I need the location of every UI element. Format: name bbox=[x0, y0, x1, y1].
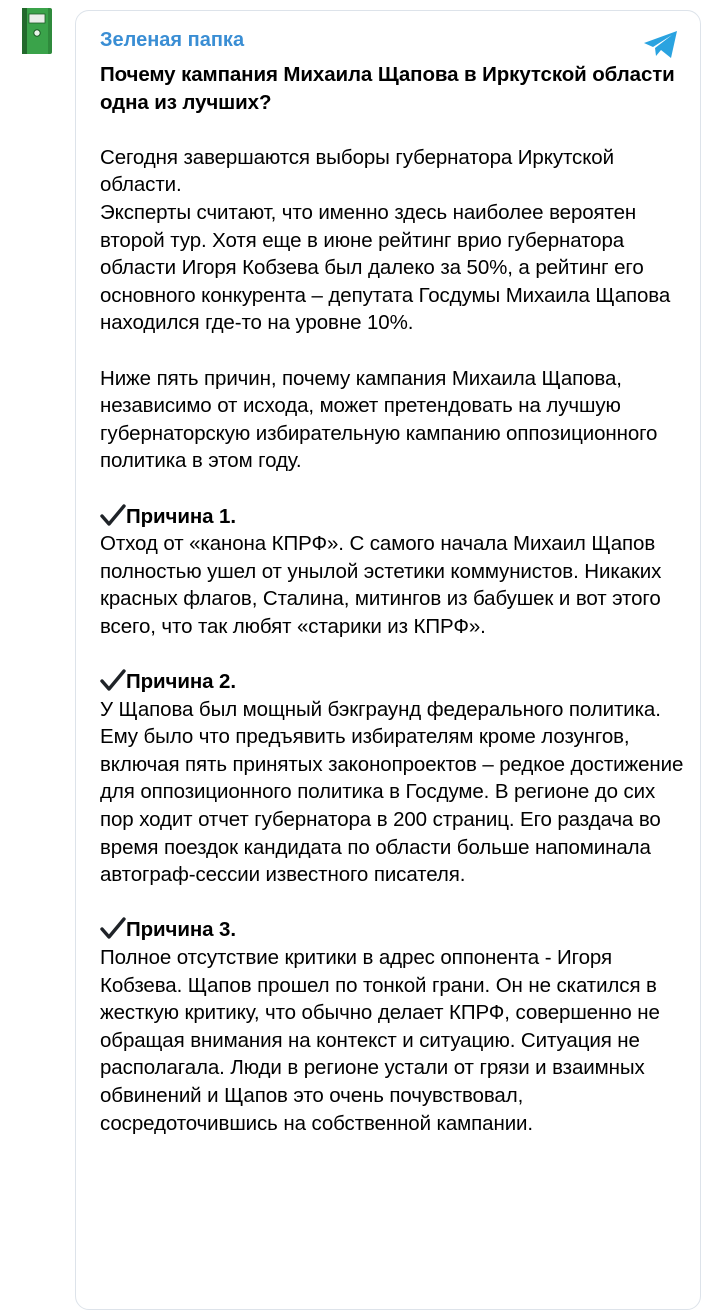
post-lead: Ниже пять причин, почему кампания Михаила Щапова, независимо от исхода, может претендовать на лучшую губернаторскую избирательную кампанию оппозиционного политика в этом году. bbox=[100, 366, 658, 473]
reason-1-heading: Причина 1. bbox=[126, 504, 236, 528]
reason-3-heading: Причина 3. bbox=[126, 918, 236, 942]
reason-3 bbox=[100, 916, 690, 1137]
intro-line-2: Эксперты считают, что именно здесь наиболее вероятен второй тур. Хотя еще в июне рейтинг врио губернатора области Игоря Кобзева был далеко за 50%, а рейтинг его основного конкурента – депутата Госдумы Михаила Щапова находился где-то на уровне 10%. bbox=[100, 200, 671, 335]
post-intro bbox=[100, 144, 690, 337]
check-mark-icon bbox=[100, 504, 126, 526]
message-card bbox=[75, 10, 701, 1310]
reason-3-heading-row bbox=[100, 916, 690, 944]
reason-1-text: Отход от «канона КПРФ». С самого начала Михаил Щапов полностью ушел от унылой эстетики коммунистов. Никаких красных флагов, Сталина, митингов из бабушек и вот этого всего, что так любят «старики из КПРФ». bbox=[100, 532, 662, 638]
post-title: Почему кампания Михаила Щапова в Иркутской области одна из лучших? bbox=[100, 63, 675, 114]
reason-1-heading-row bbox=[100, 503, 690, 531]
check-mark-icon bbox=[100, 917, 126, 939]
reason-1 bbox=[100, 503, 690, 641]
green-folder-icon[interactable] bbox=[18, 6, 56, 56]
reason-2-heading: Причина 2. bbox=[126, 670, 236, 694]
reason-2-text: У Щапова был мощный бэкграунд федерального политика. Ему было что предъявить избирателям кроме лозунгов, включая пять принятых законопроектов – редкое достижение для оппозиционного политика в Госдуме. В регионе до сих пор ходит отчет губернатора в 200 страниц. Его раздача во время поездок кандидата по области больше напоминала автограф-сессии известного писателя. bbox=[100, 697, 684, 887]
post-body bbox=[100, 61, 690, 1165]
reason-2-heading-row bbox=[100, 668, 690, 696]
telegram-plane-icon[interactable] bbox=[642, 29, 680, 61]
check-mark-icon bbox=[100, 669, 126, 691]
reason-3-text: Полное отсутствие критики в адрес оппонента - Игоря Кобзева. Щапов прошел по тонкой грани. Он не скатился в жесткую критику, что обычно делает КПРФ, совершенно не обращая внимания на контекст и ситуацию. Ситуация не располагала. Люди в регионе устали от грязи и взаимных обвинений и Щапов это очень почувствовал, сосредоточившись на собственной кампании. bbox=[100, 946, 660, 1135]
reason-2 bbox=[100, 668, 690, 889]
intro-line-1: Сегодня завершаются выборы губернатора Иркутской области. bbox=[100, 145, 614, 197]
channel-name[interactable]: Зеленая папка bbox=[100, 29, 245, 51]
